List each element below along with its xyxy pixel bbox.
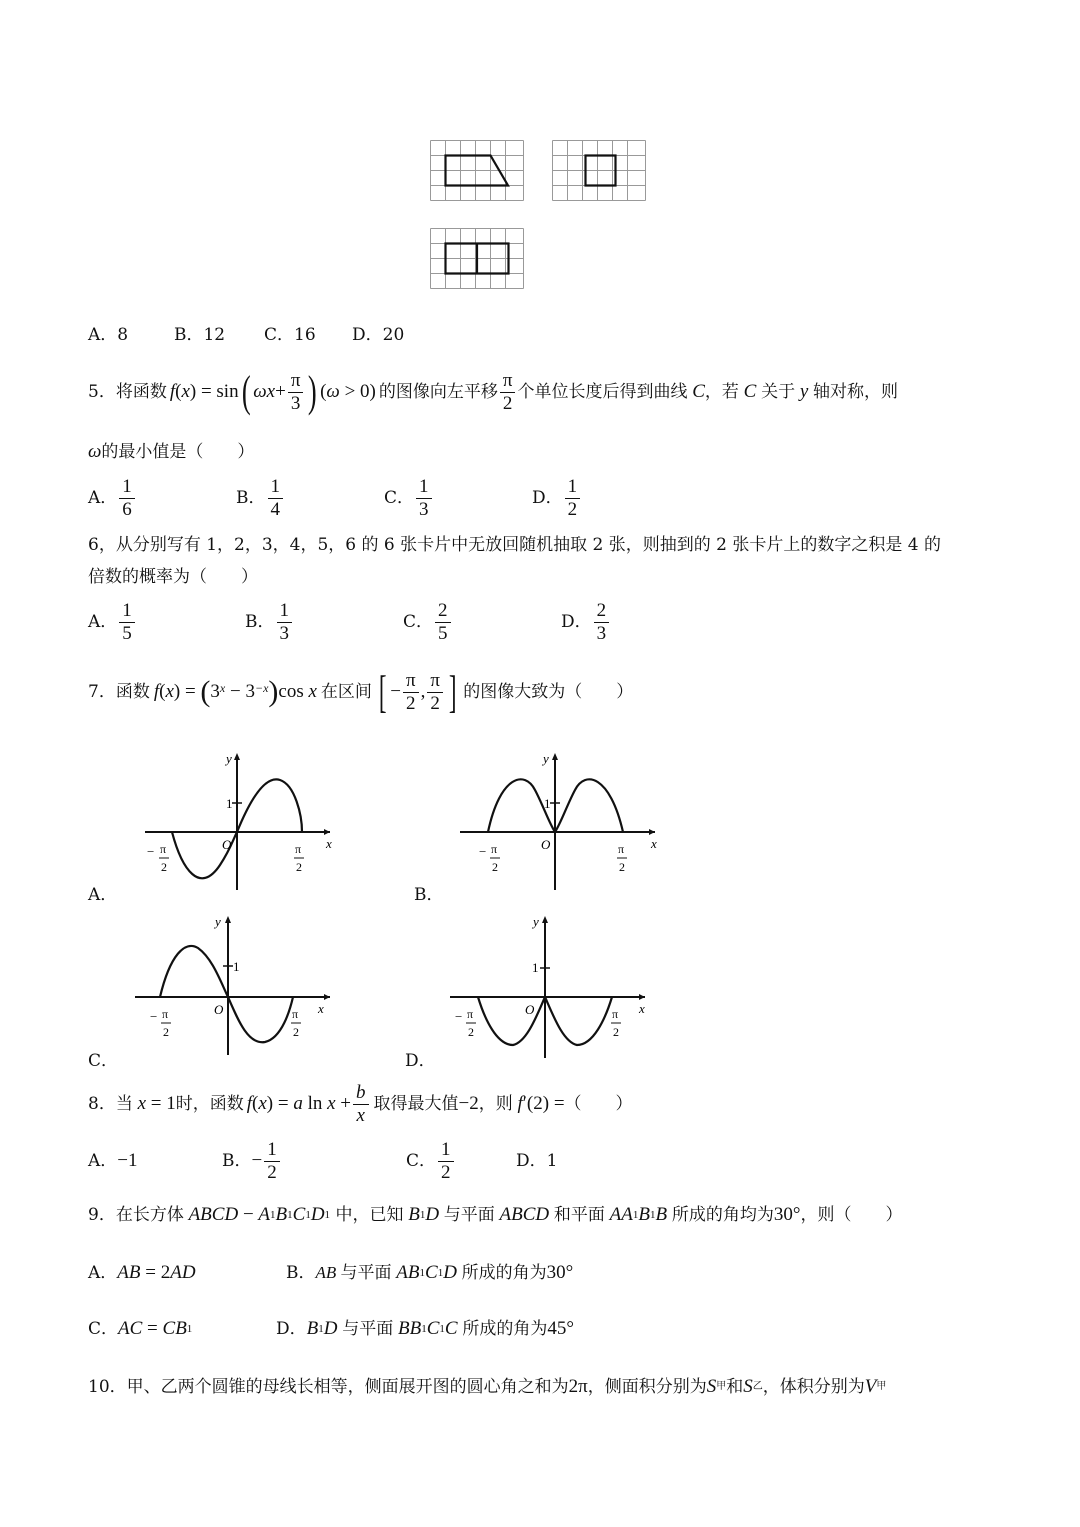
- q9-option-d[interactable]: D． B 1 D 与平面 BB 1 C 1 C 所成的角为 45°: [276, 1318, 574, 1339]
- q8-option-d[interactable]: D．1: [516, 1151, 558, 1171]
- q9-text-d: 所成的角均为: [671, 1205, 774, 1225]
- svg-text:1: 1: [544, 796, 551, 811]
- svg-text:π: π: [160, 842, 167, 856]
- q7-text-a: 函数: [115, 682, 150, 702]
- svg-text:O: O: [214, 1002, 224, 1017]
- graph-d[interactable]: [445, 910, 655, 1060]
- svg-text:π: π: [162, 1007, 169, 1021]
- q5-option-d[interactable]: D． $\frac{1}{2}$: [532, 476, 582, 521]
- svg-text:2: 2: [492, 860, 498, 874]
- q6-options: [88, 598, 611, 646]
- svg-text:π: π: [491, 842, 498, 856]
- svg-text:−: −: [150, 1009, 158, 1024]
- graph-d-label[interactable]: D．: [405, 1051, 436, 1071]
- q7-formula: f ( x ) = ( 3 $^x$ − 3 $^{-x}$ ) cos x: [153, 675, 317, 708]
- q8-text-c: ，则: [478, 1094, 513, 1114]
- svg-text:π: π: [612, 1007, 619, 1021]
- q5-text-b: 的图像向左平移: [378, 382, 498, 402]
- q8-number: 8．当: [88, 1094, 133, 1114]
- svg-text:−: −: [479, 844, 487, 859]
- svg-text:π: π: [618, 842, 625, 856]
- q4-option-d[interactable]: D．20: [352, 325, 405, 345]
- svg-text:O: O: [525, 1002, 535, 1017]
- graph-c-label[interactable]: C．: [88, 1051, 119, 1071]
- side-view-grid: [552, 140, 646, 201]
- q8-options: [88, 1137, 557, 1185]
- q5-text-a: 将函数: [115, 382, 167, 402]
- q9-text-e: ，则（ ）: [800, 1205, 903, 1225]
- q8-text-b: 取得最大值: [373, 1094, 459, 1114]
- q5-text-c: 个单位长度后得到曲线: [517, 382, 688, 402]
- q4-option-c[interactable]: C．16: [264, 325, 316, 345]
- graph-c-curve: [160, 946, 293, 1042]
- svg-text:2: 2: [296, 860, 302, 874]
- svg-text:π: π: [292, 1007, 299, 1021]
- q6-option-d[interactable]: D． $\frac{2}{3}$: [561, 600, 611, 645]
- svg-text:y: y: [215, 914, 221, 929]
- svg-text:2: 2: [161, 860, 167, 874]
- svg-text:2: 2: [163, 1025, 169, 1039]
- graph-a-y-label: y: [226, 751, 232, 766]
- q5-shift-fraction: $\frac{\pi}{2}$: [500, 370, 516, 415]
- svg-text:π: π: [295, 842, 302, 856]
- q7-text-b: 在区间: [320, 682, 372, 702]
- svg-text:x: x: [318, 1001, 324, 1016]
- svg-text:−: −: [455, 1009, 463, 1024]
- svg-text:1: 1: [532, 960, 539, 975]
- q6-option-c[interactable]: C． $\frac{2}{5}$: [403, 600, 561, 645]
- q9-text-a: 中，已知: [335, 1205, 404, 1225]
- q5-option-a[interactable]: A． $\frac{1}{6}$: [88, 476, 236, 521]
- q5-formula: f ( x ) = sin ( ωx + $\frac{\pi}{3}$ ) ( ω > 0): [169, 367, 376, 416]
- q9-stem: 9．在长方体 ABCD − A 1 B 1 C 1 D 1 中，已知 B 1 D 与平面 ABCD 和平面 AA 1 B 1 B 所成的角均为 30° ，则（ ）: [88, 1204, 903, 1225]
- q5-text-d: ，若: [704, 382, 739, 402]
- q5-text-e: 关于: [761, 382, 796, 402]
- q6-line1: 6，从分别写有 1，2，3，4，5，6 的 6 张卡片中无放回随机抽取 2 张，则抽到的 2 张卡片上的数字之积是 4 的: [88, 535, 942, 555]
- q9-option-b[interactable]: B． AB 与平面 AB 1 C 1 D 所成的角为 30°: [286, 1262, 574, 1283]
- q9-options-cd: [88, 1318, 574, 1340]
- q10-text-b: ，侧面积分别为: [587, 1377, 707, 1397]
- svg-text:2: 2: [468, 1025, 474, 1039]
- svg-text:2: 2: [619, 860, 625, 874]
- q8-text-a: 时，函数: [175, 1094, 244, 1114]
- svg-text:π: π: [467, 1007, 474, 1021]
- q10-text: 10．甲、乙两个圆锥的母线长相等，侧面展开图的圆心角之和为: [88, 1377, 569, 1397]
- graph-c[interactable]: [130, 910, 340, 1060]
- svg-text:2: 2: [613, 1025, 619, 1039]
- q7-interval: [ − $\frac{\pi}{2}$ , $\frac{\pi}{2}$ ]: [378, 666, 457, 717]
- svg-text:y: y: [543, 751, 549, 766]
- q6-option-a[interactable]: A． $\frac{1}{5}$: [88, 600, 245, 645]
- top-view-grid: [430, 228, 524, 289]
- graph-b-label[interactable]: B．: [414, 885, 444, 905]
- graph-a-one-label: 1: [226, 796, 233, 811]
- graph-a[interactable]: [140, 745, 340, 895]
- q7-stem: [88, 666, 633, 718]
- q4-option-b[interactable]: B．12: [174, 325, 226, 345]
- q5-options: [88, 474, 582, 522]
- q10-text-c: ，体积分别为: [762, 1377, 865, 1397]
- svg-text:−: −: [147, 844, 155, 859]
- q7-text-c: 的图像大致为（ ）: [463, 682, 634, 702]
- q4-options: [88, 324, 404, 346]
- q8-option-b[interactable]: B． − $\frac{1}{2}$: [222, 1139, 406, 1184]
- q9-options-ab: [88, 1262, 573, 1284]
- q5-text-f: 轴对称，则: [813, 382, 899, 402]
- q9-option-a[interactable]: A． AB = 2 AD: [88, 1262, 196, 1283]
- q9-number: 9．在长方体: [88, 1205, 184, 1225]
- q5-line2: ω 的最小值是（ ）: [88, 441, 255, 462]
- graph-a-x-label: x: [326, 836, 332, 851]
- graph-a-label[interactable]: A．: [88, 885, 118, 905]
- q7-number: 7．: [88, 682, 116, 702]
- q5-line2-text: 的最小值是（ ）: [101, 442, 255, 462]
- graph-a-origin-label: O: [222, 837, 232, 852]
- q9-text-b: 与平面: [443, 1205, 495, 1225]
- svg-text:y: y: [533, 914, 539, 929]
- svg-text:O: O: [541, 837, 551, 852]
- graph-b[interactable]: [455, 745, 665, 895]
- q8-formula: f ( x ) = a ln x + $\frac{b}{x}$: [247, 1082, 371, 1127]
- q10-stem: 10．甲、乙两个圆锥的母线长相等，侧面展开图的圆心角之和为 2π ，侧面积分别为 S 甲 和 S 乙 ，体积分别为 V 甲: [88, 1376, 887, 1397]
- q8-stem: 8．当 x = 1 时，函数 f ( x ) = a ln x + $\frac{b}{x}$ 取得最大值 −2 ，则 f ′(2) = （ ）: [88, 1081, 633, 1126]
- q9-option-c[interactable]: C． AC = CB 1: [88, 1318, 193, 1339]
- q5-stem: 5． 将函数 f ( x ) = sin ( ωx + $\frac{\pi}{3}$ ) ( ω > 0) 的图像向左平移 $\frac{\pi}{2}$ 个单位长度后得到曲线 C ，若 C 关于 y 轴对称，则: [88, 367, 899, 416]
- q9-text-c: 和平面: [553, 1205, 605, 1225]
- q4-option-a[interactable]: A．8: [88, 325, 129, 345]
- front-view-grid: [430, 140, 524, 201]
- q5-option-b[interactable]: B． $\frac{1}{4}$: [236, 476, 384, 521]
- svg-text:x: x: [651, 836, 657, 851]
- q5-option-c[interactable]: C． $\frac{1}{3}$: [384, 476, 532, 521]
- q8-text-d: （ ）: [564, 1094, 633, 1114]
- q8-option-a[interactable]: A． −1: [88, 1150, 138, 1171]
- q5-number: 5．: [88, 382, 116, 402]
- q8-option-c[interactable]: C． $\frac{1}{2}$: [406, 1139, 516, 1184]
- q6-line2: 倍数的概率为（ ）: [88, 567, 258, 587]
- q6-option-b[interactable]: B． $\frac{1}{3}$: [245, 600, 403, 645]
- svg-text:1: 1: [233, 959, 240, 974]
- svg-text:x: x: [639, 1001, 645, 1016]
- svg-text:2: 2: [293, 1025, 299, 1039]
